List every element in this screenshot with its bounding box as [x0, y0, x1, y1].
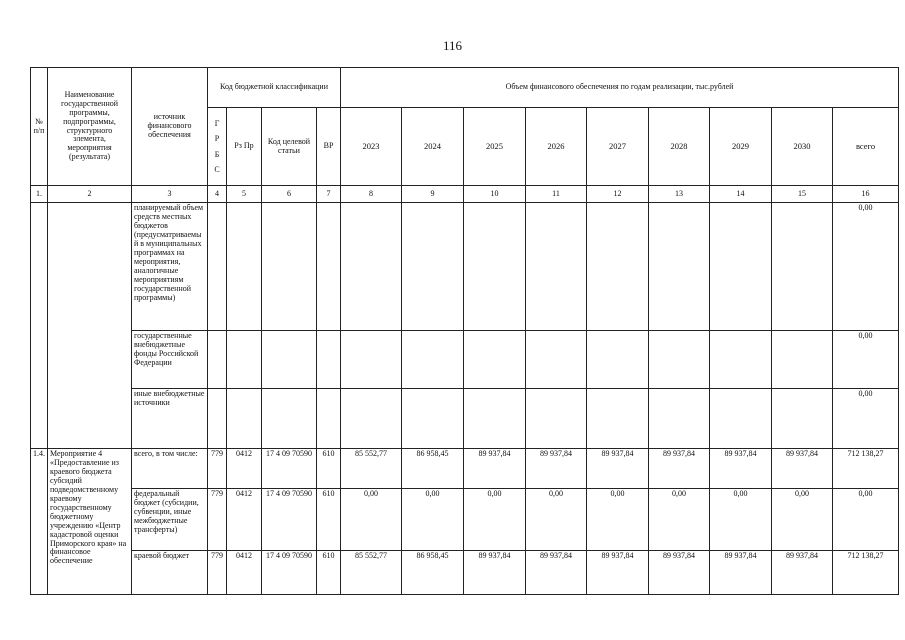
vr-cell: 610 — [317, 551, 341, 595]
name-cell — [48, 203, 132, 449]
year-value-cell: 0,00 — [526, 489, 587, 551]
kcs-cell: 17 4 09 70590 — [262, 489, 317, 551]
total-cell: 712 138,27 — [833, 449, 899, 489]
total-cell: 0,00 — [833, 331, 899, 389]
rzpr-cell: 0412 — [227, 551, 262, 595]
year-value-cell: 89 937,84 — [710, 449, 772, 489]
table-row — [31, 489, 899, 551]
header-grbs-letter: С — [214, 164, 220, 174]
column-number: 14 — [710, 186, 772, 203]
total-cell: 0,00 — [833, 389, 899, 449]
column-number: 7 — [317, 186, 341, 203]
header-grbs — [208, 108, 227, 186]
column-number-row — [31, 186, 899, 203]
year-value-cell: 0,00 — [587, 489, 649, 551]
year-value-cell: 89 937,84 — [587, 551, 649, 595]
year-value-cell: 89 937,84 — [464, 551, 526, 595]
source-cell: краевой бюджет — [132, 551, 208, 595]
year-value-cell: 0,00 — [649, 489, 710, 551]
header-year: 2025 — [464, 108, 526, 186]
year-value-cell: 89 937,84 — [649, 449, 710, 489]
column-number: 11 — [526, 186, 587, 203]
source-cell: федеральный бюджет (субсидии, субвенции, иные межбюджетные трансферты) — [132, 489, 208, 551]
source-cell: иные внебюджетные источники — [132, 389, 208, 449]
table-row — [31, 203, 899, 331]
year-value-cell: 0,00 — [464, 489, 526, 551]
column-number: 5 — [227, 186, 262, 203]
header-year: 2029 — [710, 108, 772, 186]
column-number: 9 — [402, 186, 464, 203]
year-value-cell: 86 958,45 — [402, 449, 464, 489]
year-value-cell: 0,00 — [402, 489, 464, 551]
year-value-cell: 85 552,77 — [341, 449, 402, 489]
funding-table — [30, 67, 899, 595]
header-year: 2028 — [649, 108, 710, 186]
year-value-cell: 89 937,84 — [772, 551, 833, 595]
column-number: 1. — [31, 186, 48, 203]
header-year: 2023 — [341, 108, 402, 186]
grbs-cell: 779 — [208, 449, 227, 489]
header-year: 2024 — [402, 108, 464, 186]
measure-number: 1.4. — [31, 449, 48, 595]
measure-name: Мероприятие 4 «Предоставление из краевого бюджета субсидий подведомственному краевому государственному бюджетному учреждению «Центр кадастровой оценки Приморского края» на финансовое обеспечение — [48, 449, 132, 595]
total-cell: 712 138,27 — [833, 551, 899, 595]
source-cell: всего, в том числе: — [132, 449, 208, 489]
header-num: № п/п — [31, 68, 48, 186]
table-row — [31, 551, 899, 595]
year-value-cell: 89 937,84 — [526, 551, 587, 595]
column-number: 15 — [772, 186, 833, 203]
year-value-cell: 89 937,84 — [710, 551, 772, 595]
column-number: 8 — [341, 186, 402, 203]
header-year: 2027 — [587, 108, 649, 186]
year-value-cell: 0,00 — [341, 489, 402, 551]
column-number: 12 — [587, 186, 649, 203]
header-budget-classification: Код бюджетной классификации — [208, 68, 341, 108]
source-cell: государственные внебюджетные фонды Российской Федерации — [132, 331, 208, 389]
year-value-cell: 89 937,84 — [772, 449, 833, 489]
kcs-cell: 17 4 09 70590 — [262, 449, 317, 489]
header-grbs-letter: Г — [214, 119, 220, 129]
header-name: Наименование государственной программы, подпрограммы, структурного элемента, мероприятия (результата) — [48, 68, 132, 186]
column-number: 6 — [262, 186, 317, 203]
table-row — [31, 331, 899, 389]
year-value-cell: 86 958,45 — [402, 551, 464, 595]
header-year: 2026 — [526, 108, 587, 186]
column-number: 16 — [833, 186, 899, 203]
header-year: 2030 — [772, 108, 833, 186]
vr-cell: 610 — [317, 449, 341, 489]
year-value-cell: 89 937,84 — [587, 449, 649, 489]
rzpr-cell: 0412 — [227, 449, 262, 489]
kcs-cell: 17 4 09 70590 — [262, 551, 317, 595]
year-value-cell: 0,00 — [772, 489, 833, 551]
year-value-cell: 85 552,77 — [341, 551, 402, 595]
year-value-cell: 89 937,84 — [464, 449, 526, 489]
num-cell — [31, 203, 48, 449]
rzpr-cell: 0412 — [227, 489, 262, 551]
column-number: 13 — [649, 186, 710, 203]
total-cell: 0,00 — [833, 489, 899, 551]
table-row — [31, 449, 899, 489]
page-number: 116 — [442, 38, 463, 53]
grbs-cell: 779 — [208, 551, 227, 595]
header-total: всего — [833, 108, 899, 186]
header-funding: Объем финансового обеспечения по годам реализации, тыс.рублей — [341, 68, 899, 108]
header-vr: ВР — [317, 108, 341, 186]
vr-cell: 610 — [317, 489, 341, 551]
column-number: 3 — [132, 186, 208, 203]
header-source: источник финансового обеспечения — [132, 68, 208, 186]
source-cell: планируемый объем средств местных бюджетов (предусматриваемы й в муниципальных программах на мероприятия, аналогичные мероприятиям государственной программы) — [132, 203, 208, 331]
column-number: 10 — [464, 186, 526, 203]
header-grbs-letter: Б — [214, 149, 220, 159]
year-value-cell: 0,00 — [710, 489, 772, 551]
column-number: 2 — [48, 186, 132, 203]
table-row — [31, 389, 899, 449]
header-kcs: Код целевой статьи — [262, 108, 317, 186]
year-value-cell: 89 937,84 — [649, 551, 710, 595]
column-number: 4 — [208, 186, 227, 203]
year-value-cell: 89 937,84 — [526, 449, 587, 489]
grbs-cell: 779 — [208, 489, 227, 551]
total-cell: 0,00 — [833, 203, 899, 331]
header-grbs-letter: Р — [214, 134, 220, 144]
header-rzpr: Рз Пр — [227, 108, 262, 186]
